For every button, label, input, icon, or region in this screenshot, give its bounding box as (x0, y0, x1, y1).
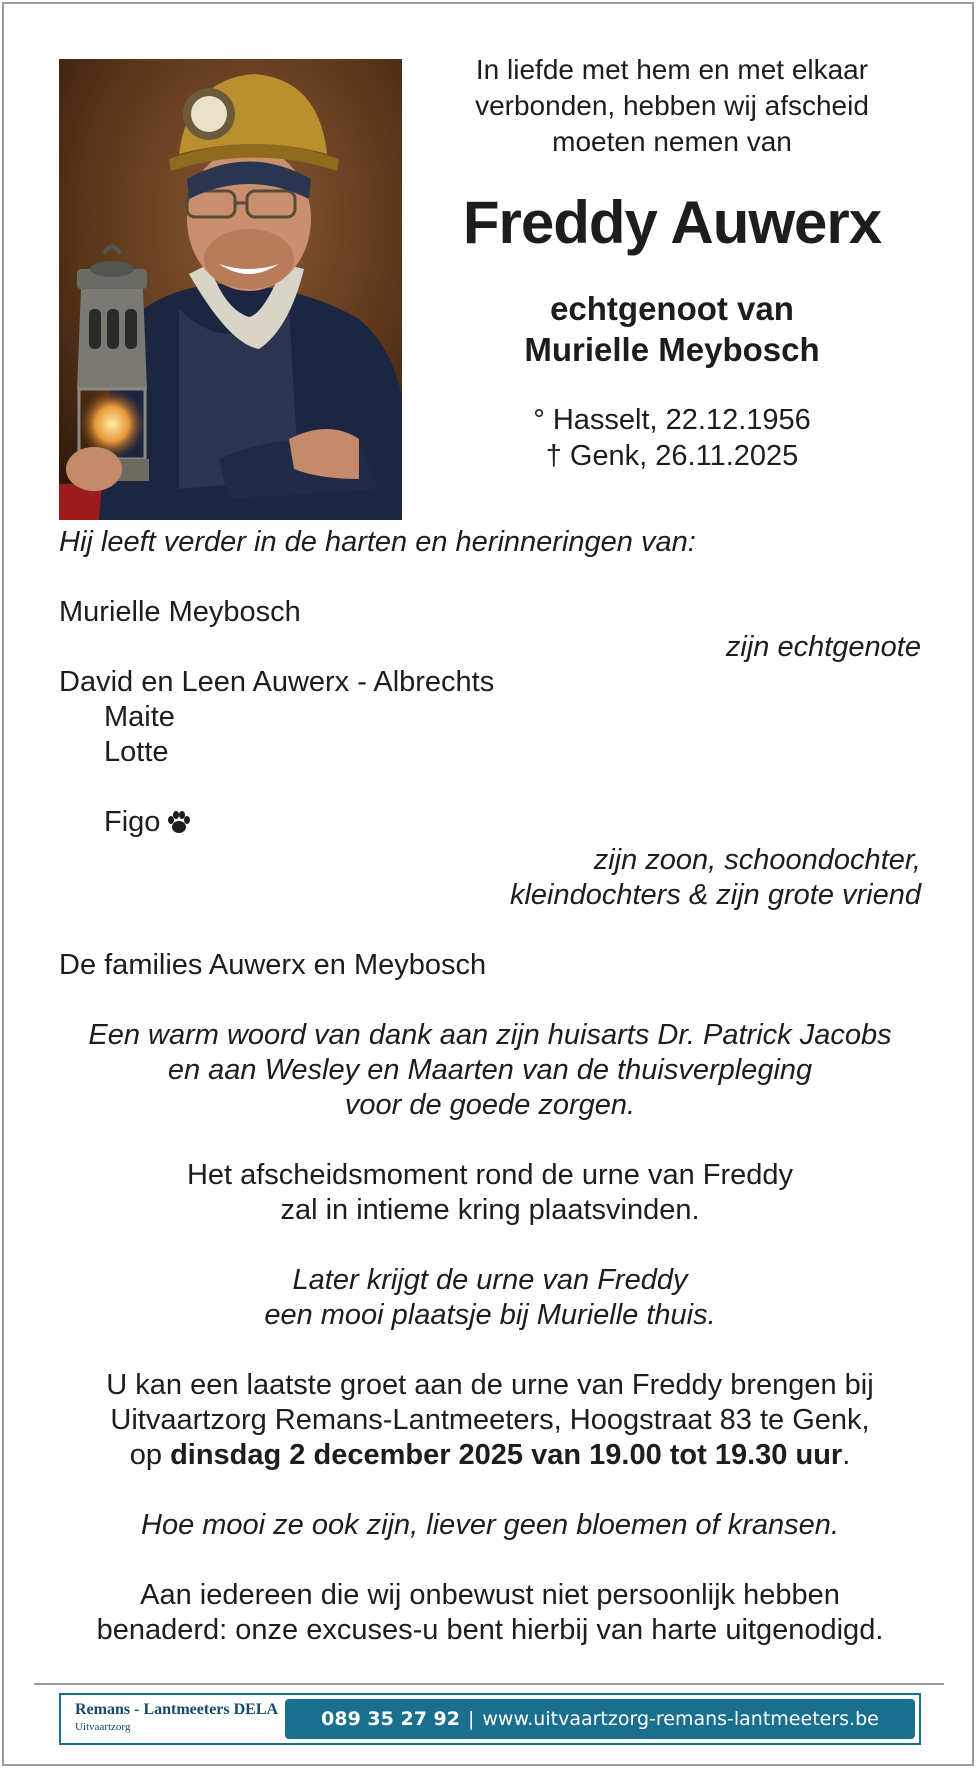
announcement-header (430, 52, 914, 474)
funeral-home-footer (59, 1693, 921, 1745)
thanks-text: Een warm woord van dank aan zijn huisarts Dr. Patrick Jacobs en aan Wesley en Maarten van de thuisverpleging voor de goede zorgen. (88, 1019, 892, 1121)
visit-datetime: dinsdag 2 december 2025 van 19.00 tot 19.30 uur (170, 1439, 843, 1471)
pet-name: Figo (104, 806, 161, 838)
funeral-home-logo: Remans - Lantmeeters DELA Uitvaartzorg (75, 1701, 279, 1733)
phone-number[interactable]: 089 35 27 92 (321, 1708, 460, 1730)
farewell-text: Het afscheidsmoment rond de urne van Freddy zal in intieme kring plaatsvinden. (186, 1159, 794, 1226)
families-line: De families Auwerx en Meybosch (59, 949, 487, 981)
separator: | (467, 1708, 475, 1730)
life-dates (430, 402, 914, 474)
spouse-line: echtgenoot van Murielle Meybosch (524, 290, 820, 368)
children-relation: kleindochters & zijn grote vriend (509, 879, 921, 911)
spouse-relation: zijn echtgenote (725, 631, 921, 663)
announcement-body (59, 525, 921, 1648)
intro-text: In liefde met hem en met elkaar verbonden, hebben wij afscheid moeten nemen van (475, 54, 869, 157)
paw-icon (166, 808, 192, 843)
spouse-name: Murielle Meybosch (59, 596, 301, 628)
portrait-photo (59, 59, 402, 520)
urn-text: Later krijgt de urne van Freddy een mooi plaatsje bij Murielle thuis. (264, 1264, 716, 1331)
pet-line (59, 805, 921, 843)
contact-bar (285, 1699, 915, 1739)
footer-divider (34, 1683, 944, 1685)
grandchild-name: Lotte (104, 736, 169, 768)
memory-intro: Hij leeft verder in de harten en herinneringen van: (59, 526, 696, 558)
children-relation: zijn zoon, schoondochter, (593, 844, 921, 876)
visit-text: U kan een laatste groet aan de urne van Freddy brengen bij Uitvaartzorg Remans-Lantmeeters, Hoogstraat 83 te Genk, op dinsdag 2 december 2025 van 19.00 tot 19.30 uur. (106, 1369, 874, 1471)
deceased-name: Freddy Auwerx (462, 189, 882, 256)
children-names: David en Leen Auwerx - Albrechts (59, 666, 495, 698)
apology-text: Aan iedereen die wij onbewust niet persoonlijk hebben benaderd: onze excuses-u bent hierbij van harte uitgenodigd. (96, 1579, 884, 1646)
flowers-note: Hoe mooi ze ook zijn, liever geen bloemen of kransen. (141, 1509, 839, 1541)
death-date: † Genk, 26.11.2025 (545, 440, 799, 472)
birth-date: ° Hasselt, 22.12.1956 (533, 404, 811, 436)
grandchild-name: Maite (104, 701, 175, 733)
website-link[interactable]: www.uitvaartzorg-remans-lantmeeters.be (482, 1708, 879, 1730)
